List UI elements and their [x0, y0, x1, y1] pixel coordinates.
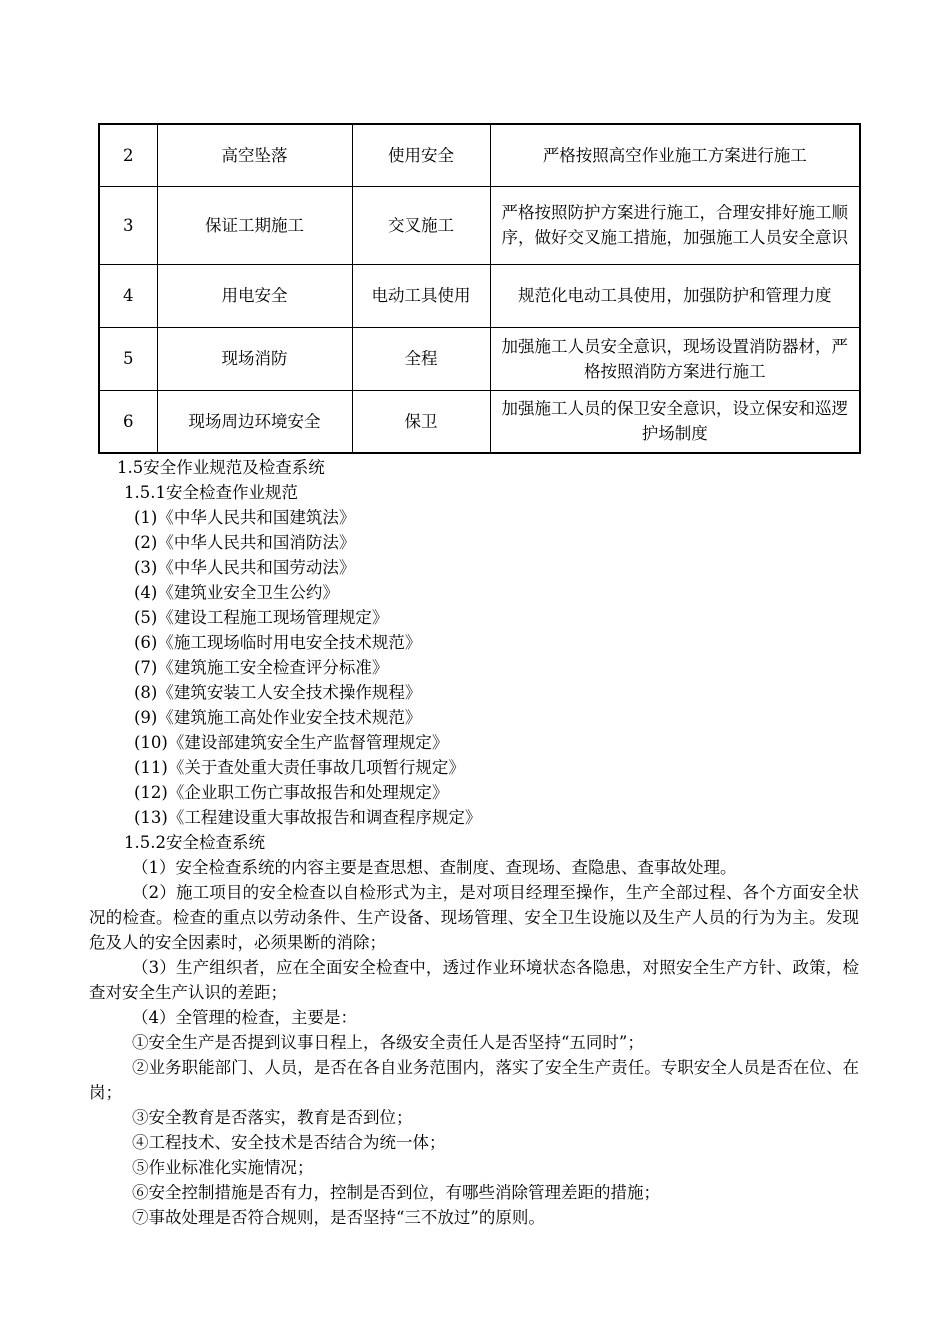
regulation-item: (4)《建筑业安全卫生公约》: [134, 583, 339, 602]
row-number: 5: [99, 327, 157, 390]
table-row: [99, 390, 860, 453]
paragraph: （3）生产组织者，应在全面安全检查中，透过作业环境状态各隐患，对照安全生产方针、政策，检查对安全生产认识的差距；: [89, 958, 859, 1002]
phase: 使用安全: [352, 124, 490, 186]
regulation-item: (9)《建筑施工高处作业安全技术规范》: [134, 708, 422, 727]
phase: 电动工具使用: [352, 264, 490, 327]
regulation-item: (12)《企业职工伤亡事故报告和处理规定》: [134, 783, 449, 802]
hazard-item: 现场周边环境安全: [157, 390, 352, 453]
table-row: [99, 124, 860, 186]
paragraph: （4）全管理的检查，主要是：: [132, 1008, 357, 1027]
regulation-item: (13)《工程建设重大事故报告和调查程序规定》: [134, 808, 482, 827]
measure: 严格按照防护方案进行施工，合理安排好施工顺序，做好交叉施工措施，加强施工人员安全意识: [490, 186, 860, 264]
row-number: 3: [99, 186, 157, 264]
table-row: [99, 264, 860, 327]
row-number: 4: [99, 264, 157, 327]
hazard-item: 用电安全: [157, 264, 352, 327]
hazard-item: 现场消防: [157, 327, 352, 390]
phase: 全程: [352, 327, 490, 390]
check-item: ②业务职能部门、人员，是否在各自业务范围内，落实了安全生产责任。专职安全人员是否在位、在岗；: [89, 1058, 859, 1102]
section-heading: 1.5安全作业规范及检查系统: [117, 458, 325, 477]
regulation-item: (3)《中华人民共和国劳动法》: [134, 558, 356, 577]
subsection-heading: 1.5.2安全检查系统: [124, 833, 265, 852]
check-item: ⑤作业标准化实施情况；: [132, 1158, 314, 1177]
safety-measures-table: [98, 123, 861, 454]
subsection-heading: 1.5.1安全检查作业规范: [124, 483, 298, 502]
regulation-item: (10)《建设部建筑安全生产监督管理规定》: [134, 733, 449, 752]
check-item: ③安全教育是否落实，教育是否到位；: [132, 1108, 413, 1127]
row-number: 2: [99, 124, 157, 186]
regulation-item: (5)《建设工程施工现场管理规定》: [134, 608, 389, 627]
check-item: ①安全生产是否提到议事日程上，各级安全责任人是否坚持“五同时”；: [132, 1033, 644, 1052]
regulation-item: (6)《施工现场临时用电安全技术规范》: [134, 633, 422, 652]
regulation-item: (2)《中华人民共和国消防法》: [134, 533, 356, 552]
hazard-item: 高空坠落: [157, 124, 352, 186]
phase: 交叉施工: [352, 186, 490, 264]
table-row: [99, 186, 860, 264]
measure: 加强施工人员的保卫安全意识，设立保安和巡逻护场制度: [490, 390, 860, 453]
check-item: ⑦事故处理是否符合规则，是否坚持“三不放过”的原则。: [132, 1208, 545, 1227]
regulation-item: (8)《建筑安装工人安全技术操作规程》: [134, 683, 422, 702]
regulation-item: (1)《中华人民共和国建筑法》: [134, 508, 356, 527]
row-number: 6: [99, 390, 157, 453]
regulation-item: (7)《建筑施工安全检查评分标准》: [134, 658, 389, 677]
measure: 加强施工人员安全意识，现场设置消防器材，严格按照消防方案进行施工: [490, 327, 860, 390]
phase: 保卫: [352, 390, 490, 453]
check-item: ⑥安全控制措施是否有力，控制是否到位，有哪些消除管理差距的措施；: [132, 1183, 660, 1202]
measure: 严格按照高空作业施工方案进行施工: [490, 124, 860, 186]
table-row: [99, 327, 860, 390]
regulation-item: (11)《关于查处重大责任事故几项暂行规定》: [134, 758, 465, 777]
paragraph: （1）安全检查系统的内容主要是查思想、查制度、查现场、查隐患、查事故处理。: [132, 858, 737, 877]
hazard-item: 保证工期施工: [157, 186, 352, 264]
paragraph: （2）施工项目的安全检查以自检形式为主，是对项目经理至操作，生产全部过程、各个方面安全状况的检查。检查的重点以劳动条件、生产设备、现场管理、安全卫生设施以及生产人员的行为为主。发现危及人的安全因素时，必须果断的消除；: [89, 883, 859, 952]
measure: 规范化电动工具使用，加强防护和管理力度: [490, 264, 860, 327]
check-item: ④工程技术、安全技术是否结合为统一体；: [132, 1133, 446, 1152]
